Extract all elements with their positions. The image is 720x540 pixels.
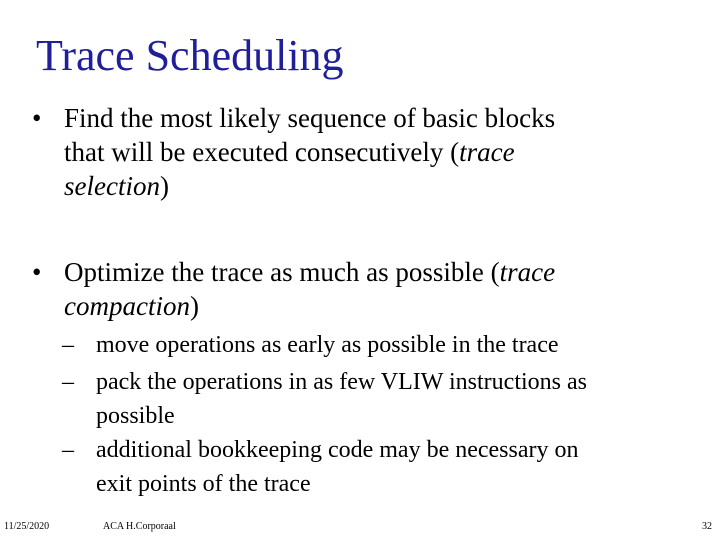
footer-date: 11/25/2020 <box>4 521 50 532</box>
slide-title: Trace Scheduling <box>36 31 344 80</box>
bullet-line-text: ) <box>159 171 169 201</box>
bullet-line-italic: trace <box>499 257 556 287</box>
bullet-line <box>64 289 704 323</box>
bullet-line-text: that will be executed consecutively ( <box>64 137 460 167</box>
footer-author: ACA H.Corporaal <box>103 521 176 532</box>
sub-bullet-line: pack the operations in as few VLIW instructions as <box>96 369 587 395</box>
sub-bullet-marker: – <box>62 332 74 358</box>
bullet-line-text: ) <box>189 291 199 321</box>
sub-bullet-marker: – <box>62 369 74 395</box>
bullet-text <box>64 101 704 203</box>
sub-bullet-line: exit points of the trace <box>96 471 311 497</box>
bullet-line-italic: selection <box>64 171 160 201</box>
bullet-text <box>64 255 704 323</box>
sub-bullet-line: move operations as early as possible in the trace <box>96 332 559 358</box>
bullet-marker: • <box>32 103 42 133</box>
bullet-line <box>64 255 704 289</box>
sub-bullet-marker: – <box>62 437 74 463</box>
bullet-line: Find the most likely sequence of basic blocks <box>64 103 556 133</box>
sub-bullet-text <box>96 433 696 501</box>
bullet-line-italic: trace <box>459 137 515 167</box>
sub-bullet-text <box>96 365 696 433</box>
bullet-line <box>64 169 704 203</box>
bullet-marker: • <box>32 257 42 287</box>
sub-bullet-text <box>96 328 696 362</box>
sub-bullet-line: possible <box>96 403 175 429</box>
footer-page-number: 32 <box>702 521 712 532</box>
bullet-line-text: Optimize the trace as much as possible ( <box>64 257 500 287</box>
sub-bullet-line: additional bookkeeping code may be necessary on <box>96 437 579 463</box>
bullet-line-italic: compaction <box>64 291 190 321</box>
bullet-line <box>64 135 704 169</box>
